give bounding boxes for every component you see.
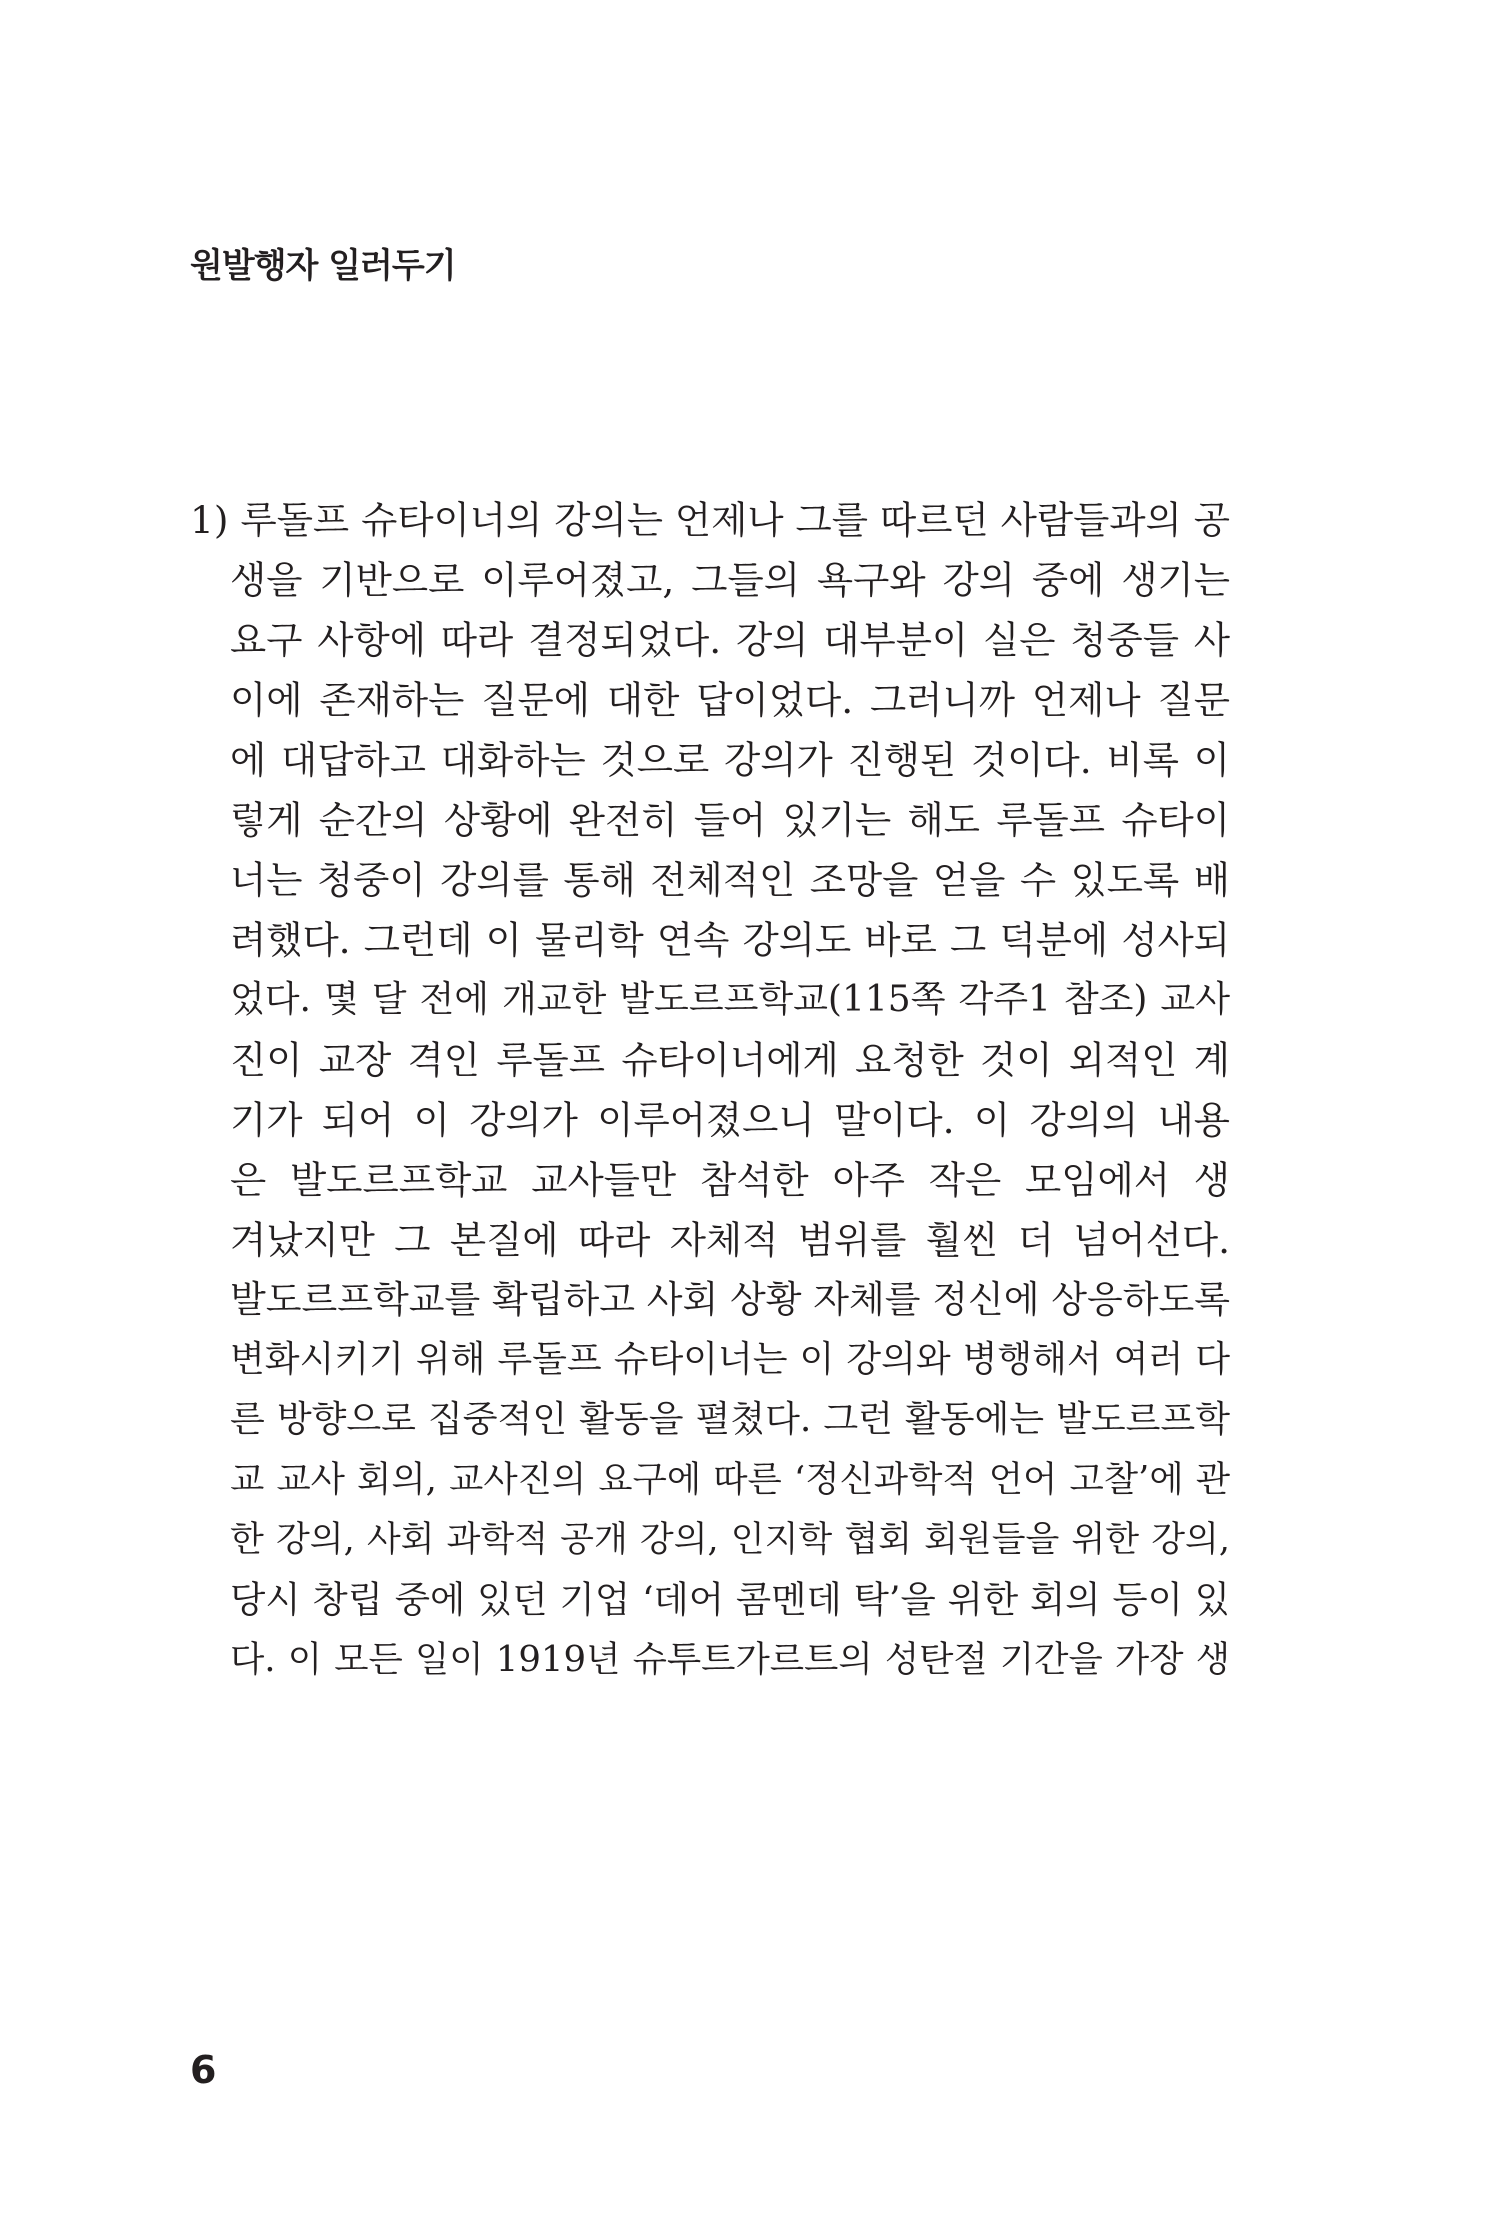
text-line: 이에 존재하는 질문에 대한 답이었다. 그러니까 언제나 질문 bbox=[230, 678, 1230, 722]
text-line: 너는 청중이 강의를 통해 전체적인 조망을 얻을 수 있도록 배 bbox=[230, 858, 1230, 902]
text-line: 발도르프학교를 확립하고 사회 상황 자체를 정신에 상응하도록 bbox=[230, 1278, 1230, 1321]
text-line: 른 방향으로 집중적인 활동을 펼쳤다. 그런 활동에는 발도르프학 bbox=[230, 1399, 1230, 1440]
text-line: 려했다. 그런데 이 물리학 연속 강의도 바로 그 덕분에 성사되 bbox=[230, 918, 1230, 962]
text-line: 겨났지만 그 본질에 따라 자체적 범위를 훨씬 더 넘어선다. bbox=[230, 1218, 1230, 1262]
body-paragraph bbox=[190, 490, 1230, 1690]
text-line: 한 강의, 사회 과학적 공개 강의, 인지학 협회 회원들을 위한 강의, bbox=[230, 1520, 1230, 1560]
text-line: 변화시키기 위해 루돌프 슈타이너는 이 강의와 병행해서 여러 다 bbox=[230, 1339, 1230, 1380]
text-line: 진이 교장 격인 루돌프 슈타이너에게 요청한 것이 외적인 계 bbox=[230, 1038, 1230, 1082]
page-number: 6 bbox=[190, 2048, 217, 2092]
page-title: 원발행자 일러두기 bbox=[190, 246, 456, 286]
text-line: 교 교사 회의, 교사진의 요구에 따른 ‘정신과학적 언어 고찰’에 관 bbox=[230, 1459, 1230, 1500]
text-line: 1) 루돌프 슈타이너의 강의는 언제나 그를 따르던 사람들과의 공 bbox=[190, 498, 1230, 542]
text-line: 당시 창립 중에 있던 기업 ‘데어 콤멘데 탁’을 위한 회의 등이 있 bbox=[230, 1578, 1230, 1621]
text-line: 생을 기반으로 이루어졌고, 그들의 욕구와 강의 중에 생기는 bbox=[230, 558, 1230, 602]
text-line: 었다. 몇 달 전에 개교한 발도르프학교(115쪽 각주1 참조) 교사 bbox=[230, 979, 1230, 1020]
text-line: 요구 사항에 따라 결정되었다. 강의 대부분이 실은 청중들 사 bbox=[230, 618, 1230, 662]
text-line: 다. 이 모든 일이 1919년 슈투트가르트의 성탄절 기간을 가장 생 bbox=[230, 1639, 1230, 1680]
text-line: 기가 되어 이 강의가 이루어졌으니 말이다. 이 강의의 내용 bbox=[230, 1098, 1230, 1142]
text-line: 에 대답하고 대화하는 것으로 강의가 진행된 것이다. 비록 이 bbox=[230, 738, 1230, 782]
text-line: 은 발도르프학교 교사들만 참석한 아주 작은 모임에서 생 bbox=[230, 1158, 1230, 1202]
text-line: 렇게 순간의 상황에 완전히 들어 있기는 해도 루돌프 슈타이 bbox=[230, 798, 1230, 842]
